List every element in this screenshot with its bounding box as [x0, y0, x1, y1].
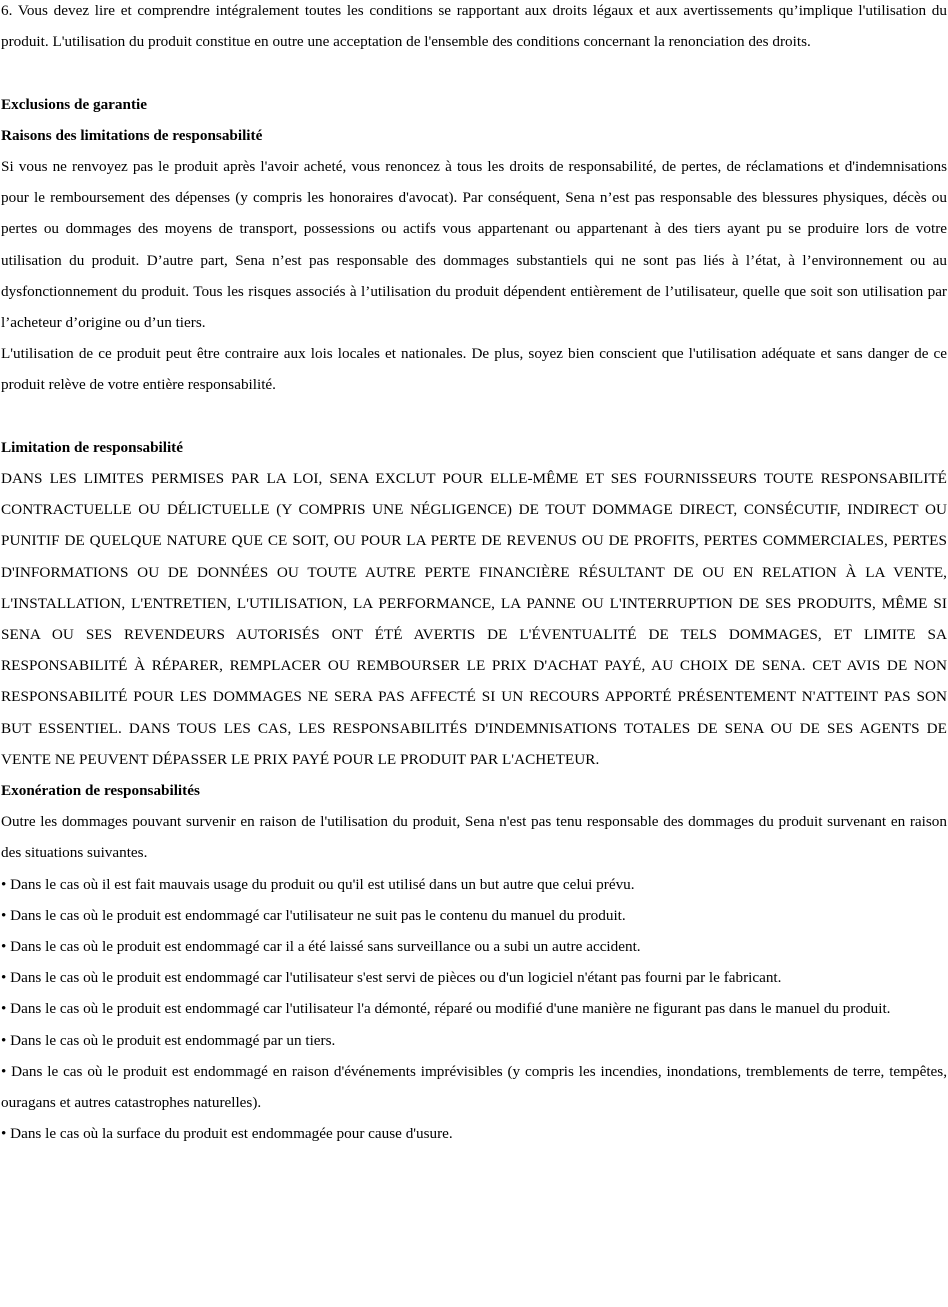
- list-item: • Dans le cas où la surface du produit est endommagée pour cause d'usure.: [1, 1125, 453, 1143]
- exoneration-heading: Exonération de responsabilités: [1, 782, 200, 800]
- exclusions-paragraph-2: L'utilisation de ce produit peut être contraire aux lois locales et nationales. De plus, soyez bien conscient que l'utilisation adéquate et sans danger de ce produit relève de votre entière responsabilité.: [1, 345, 947, 394]
- list-item: • Dans le cas où le produit est endommagé car l'utilisateur ne suit pas le contenu du manuel du produit.: [1, 906, 626, 924]
- exclusions-paragraph-1: Si vous ne renvoyez pas le produit après l'avoir acheté, vous renoncez à tous les droits de responsabilité, de pertes, de réclamations et d'indemnisations pour le remboursement des dépenses (y compris les honoraires d'avocat). Par conséquent, Sena n’est pas responsable des blessures physiques, décès ou pertes ou dommages des moyens de transport, possessions ou actifs vous appartenant ou appartenant à des tiers ayant pu se produire lors de votre utilisation du produit. D’autre part, Sena n’est pas responsable des dommages substantiels qui ne sont pas liés à l’état, à l’environnement ou au dysfonctionnement du produit. Tous les risques associés à l’utilisation du produit dépendent entièrement de l’utilisateur, quelle que soit son utilisation par l’acheteur d’origine ou d’un tiers.: [1, 158, 947, 332]
- list-item: • Dans le cas où il est fait mauvais usage du produit ou qu'il est utilisé dans un but autre que celui prévu.: [1, 875, 635, 893]
- limitation-paragraph: DANS LES LIMITES PERMISES PAR LA LOI, SENA EXCLUT POUR ELLE-MÊME ET SES FOURNISSEURS TOUTE RESPONSABILITÉ CONTRACTUELLE OU DÉLICTUELLE (Y COMPRIS UNE NÉGLIGENCE) DE TOUT DOMMAGE DIRECT, CONSÉCUTIF, INDIRECT OU PUNITIF DE QUELQUE NATURE QUE CE SOIT, OU POUR LA PERTE DE REVENUS OU DE PROFITS, PERTES COMMERCIALES, PERTES D'INFORMATIONS OU DE DONNÉES OU TOUTE AUTRE PERTE FINANCIÈRE RÉSULTANT DE OU EN RELATION À LA VENTE, L'INSTALLATION, L'ENTRETIEN, L'UTILISATION, LA PERFORMANCE, LA PANNE OU L'INTERRUPTION DE SES PRODUITS, MÊME SI SENA OU SES REVENDEURS AUTORISÉS ONT ÉTÉ AVERTIS DE L'ÉVENTUALITÉ DE TELS DOMMAGES, ET LIMITE SA RESPONSABILITÉ À RÉPARER, REMPLACER OU REMBOURSER LE PRIX D'ACHAT PAYÉ, AU CHOIX DE SENA. CET AVIS DE NON RESPONSABILITÉ POUR LES DOMMAGES NE SERA PAS AFFECTÉ SI UN RECOURS APPORTÉ PRÉSENTEMENT N'ATTEINT PAS SON BUT ESSENTIEL. DANS TOUS LES CAS, LES RESPONSABILITÉS D'INDEMNISATIONS TOTALES DE SENA OU DE SES AGENTS DE VENTE NE PEUVENT DÉPASSER LE PRIX PAYÉ POUR LE PRODUIT PAR L'ACHETEUR.: [1, 470, 947, 768]
- exclusions-heading: Exclusions de garantie: [1, 95, 147, 113]
- exclusions-subheading: Raisons des limitations de responsabilité: [1, 126, 263, 144]
- list-item: • Dans le cas où le produit est endommagé en raison d'événements imprévisibles (y compris les incendies, inondations, tremblements de terre, tempêtes, ouragans et autres catastrophes naturelles).: [1, 1062, 947, 1112]
- spacer: [1, 401, 947, 432]
- spacer: [1, 57, 947, 88]
- intro-paragraph: 6. Vous devez lire et comprendre intégralement toutes les conditions se rapportant aux droits légaux et aux avertissements qu’implique l'utilisation du produit. L'utilisation du produit constitue en outre une acceptation de l'ensemble des conditions concernant la renonciation des droits.: [1, 2, 947, 51]
- limitation-heading: Limitation de responsabilité: [1, 438, 183, 456]
- list-item: • Dans le cas où le produit est endommagé par un tiers.: [1, 1031, 336, 1049]
- list-item: • Dans le cas où le produit est endommagé car l'utilisateur l'a démonté, réparé ou modifié d'une manière ne figurant pas dans le manuel du produit.: [1, 1000, 891, 1018]
- exoneration-paragraph: Outre les dommages pouvant survenir en raison de l'utilisation du produit, Sena n'est pas tenu responsable des dommages du produit survenant en raison des situations suivantes.: [1, 813, 947, 862]
- list-item: • Dans le cas où le produit est endommagé car l'utilisateur s'est servi de pièces ou d'un logiciel n'étant pas fourni par le fabricant.: [1, 969, 782, 987]
- list-item: • Dans le cas où le produit est endommagé car il a été laissé sans surveillance ou a subi un autre accident.: [1, 938, 641, 956]
